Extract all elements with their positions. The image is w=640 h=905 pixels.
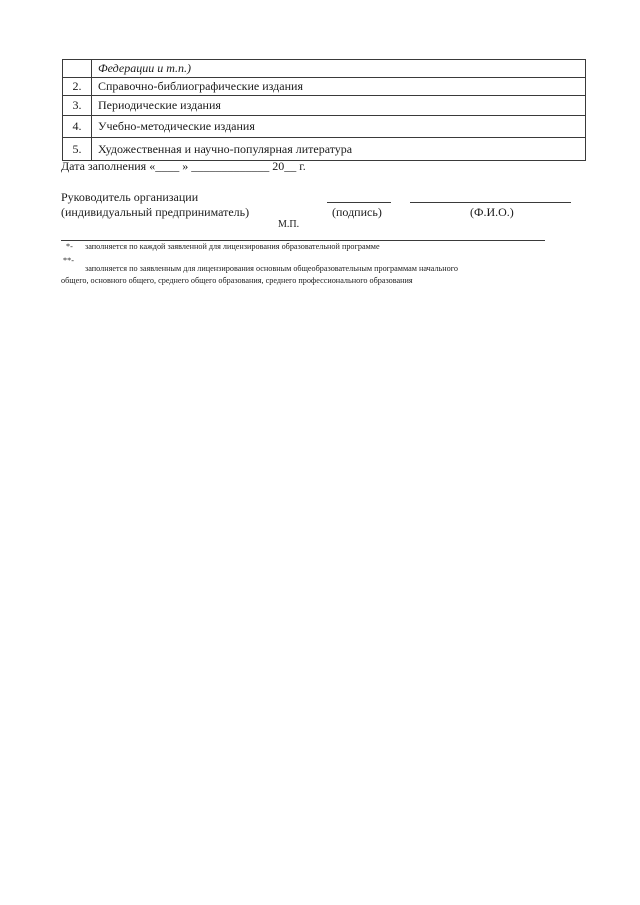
row-text: Художественная и научно-популярная литература [92, 138, 586, 161]
row-text: Периодические издания [92, 96, 586, 116]
footnote-2-line2: общего, основного общего, среднего общего образования, среднего профессионального образования [61, 276, 413, 285]
footnote-2-mark: **- [63, 256, 74, 265]
literature-table [62, 59, 586, 161]
row-number: 2. [63, 78, 92, 96]
row-text: Учебно-методические издания [92, 116, 586, 138]
footnote-1-text: заполняется по каждой заявленной для лицензирования образовательной программе [85, 242, 380, 251]
table-row [63, 60, 586, 78]
fio-caption: (Ф.И.О.) [470, 205, 514, 219]
fio-blank-line [410, 202, 571, 203]
row-number: 3. [63, 96, 92, 116]
row-text: Справочно-библиографические издания [92, 78, 586, 96]
row-number: 5. [63, 138, 92, 161]
table-row [63, 116, 586, 138]
table-row [63, 78, 586, 96]
row-text: Федерации и т.п.) [92, 60, 586, 78]
footnote-1-mark: *- [66, 242, 73, 251]
stamp-place-label: М.П. [278, 219, 300, 230]
fill-date-line: Дата заполнения «____ » _____________ 20__ г. [61, 159, 306, 173]
footnote-separator [61, 240, 545, 241]
table-row [63, 96, 586, 116]
signature-blank-line [327, 202, 391, 203]
row-number: 4. [63, 116, 92, 138]
entrepreneur-label: (индивидуальный предприниматель) [61, 205, 250, 219]
row-number [63, 60, 92, 78]
head-of-organization-label: Руководитель организации [61, 190, 199, 204]
footnote-2-line1: заполняется по заявленным для лицензирования основным общеобразовательным программам начального [85, 264, 458, 273]
table-row [63, 138, 586, 161]
signature-caption: (подпись) [332, 205, 382, 219]
